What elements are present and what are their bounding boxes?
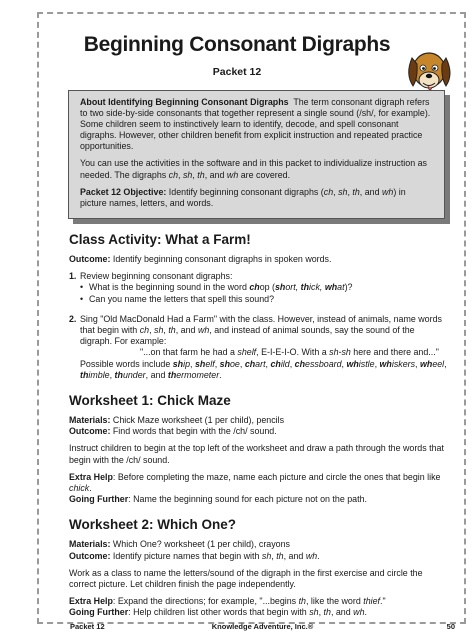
footer-packet: Packet 12 (70, 622, 105, 631)
list-item: 1. Review beginning consonant digraphs: • What is the beginning sound in the word chop (short, thick, what)? • Can you name the letters that spell this sound? (69, 271, 449, 305)
example-word: shelf (194, 358, 215, 369)
digraph-sh: sh (182, 169, 193, 180)
example-word: child (270, 358, 290, 369)
worksheet1-instructions: Instruct children to begin at the top left of the worksheet and draw a path through the words that begin with the /ch/ sound. (69, 443, 444, 465)
about-body: The term consonant digraph refers to two side-by-side consonants that together represent a single sound (/sh/, for example). Some children seem to instinctively learn to identify, decode, and spell consonant digraphs. However, other children benefit from explicit instruction and repeated practice opportunities. (80, 97, 431, 152)
example-word: chessboard (294, 358, 342, 369)
example-word: whiskers (379, 358, 416, 369)
worksheet1-heading: Worksheet 1: Chick Maze (69, 393, 231, 409)
page-number: 50 (446, 622, 455, 631)
objective-label: Packet 12 Objective: (80, 186, 167, 197)
example-word: wheel (419, 358, 445, 369)
worksheet2-instructions: Work as a class to name the letters/sound of the digraph in the first exercise and circle the correct picture. Let children finish the page independently. (69, 567, 423, 590)
class-activity-heading: Class Activity: What a Farm! (69, 232, 251, 247)
example-word: thimble (80, 369, 110, 380)
list-item: 2. Sing "Old MacDonald Had a Farm" with the class. However, instead of animals, name words that begin with ch, sh, th, and wh, and instead of animal sounds, say the sound of the digraph. For example: "...on that farm he had a shelf, E-I-E-I-O. With a sh-sh here and there and..." Possible words include ship, shelf, shoe, chart, child, chessboard, whistle, whiskers, wheel, thimble, thunder, and thermometer. (69, 314, 449, 381)
word-list: ship, shelf, shoe, chart, child, chessboard, whistle, whiskers, wheel, thimble, thunder, and thermometer. (80, 358, 447, 380)
example-word: chart (244, 358, 266, 369)
about-heading: About Identifying Beginning Consonant Digraphs (80, 97, 289, 107)
main-content: Class Activity: What a Farm! Outcome: Identify beginning consonant digraphs in spoken words. 1. Review beginning consonant digraphs: • What is the beginning sound in the word chop (short, thick, what)? • Can you name the letters that spell this sound? 2. Sing "Old MacDonald Had a Farm" with the class. However, instead of animals, name words that begin with ch, sh, th, and wh, and instead of animal sounds, say the sound of the digraph. For example: "...on that farm he had a shelf, E-I-E-I-O. With a sh-sh here and there and..." Possible words include ship, shelf, shoe, chart, child, chessboard, whistle, whiskers, wheel, thimble, thunder, and thermometer. Worksheet 1: Chick Maze Materials: Chick Maze worksheet (1 per child), pencils Outcome: Find words that begin with the /ch/ sound. Instruct children to begin at the top left of the worksheet and draw a path through the words that begin with the /ch/ sound. Extra Help: Before completing the maze, name each picture and circle the ones that begin like chick. Going Further: Name the beginning sound for each picture not on the path. Worksheet 2: Which One? Materials: Which One? worksheet (1 per child), crayons Outcome: Identify picture names that begin with sh, th, and wh. Work as a class to name the letters/sound of the digraph in the first exercise and circle the correct picture. Let children finish the page independently. Extra Help: Expand the directions; for example, "...begins th, like the word thief." Going Further: Help children list other words that begin with sh, th, and wh. (69, 232, 449, 619)
example-word: ship (172, 358, 191, 369)
worksheet2-heading: Worksheet 2: Which One? (69, 517, 237, 533)
class-activity-outcome: Identify beginning consonant digraphs in spoken words. (110, 254, 332, 264)
song-lyric: "...on that farm he had a shelf, E-I-E-I-O. With a sh-sh here and there and..." (140, 347, 439, 358)
example-word: thunder (114, 369, 146, 380)
bullet-item: • What is the beginning sound in the word chop (short, thick, what)? (80, 282, 449, 293)
footer-publisher: Knowledge Adventure, Inc.® (211, 622, 314, 631)
page-title: Beginning Consonant Digraphs (83, 33, 391, 56)
digraph-ch: ch (168, 169, 179, 180)
bullet-item: • Can you name the letters that spell this sound? (80, 294, 449, 305)
example-word: shoe (219, 358, 240, 369)
digraph-th: th (197, 169, 205, 180)
possible-words: Possible words include ship, shelf, shoe, chart, child, chessboard, whistle, whiskers, wheel, thimble, thunder, and thermometer. (80, 358, 447, 380)
example-word: thermometer (167, 369, 220, 380)
about-info-box: About Identifying Beginning Consonant Digraphs The term consonant digraph refers to two side-by-side consonants that together represent a single sound (/sh/, for example). Some children seem to instinctively learn to identify, decode, and spell consonant digraphs. However, other children benefit from explicit instruction and repeated practice opportunities. You can use the activities in the software and in this packet to individualize instruction as needed. The digraphs ch, sh, th, and wh are covered. Packet 12 Objective: Identify beginning consonant digraphs (ch, sh, th, and wh) in picture names, letters, and words. (68, 90, 445, 219)
digraph-wh: wh (226, 169, 239, 180)
example-word: whistle (346, 358, 375, 369)
packet-subtitle: Packet 12 (212, 66, 262, 78)
